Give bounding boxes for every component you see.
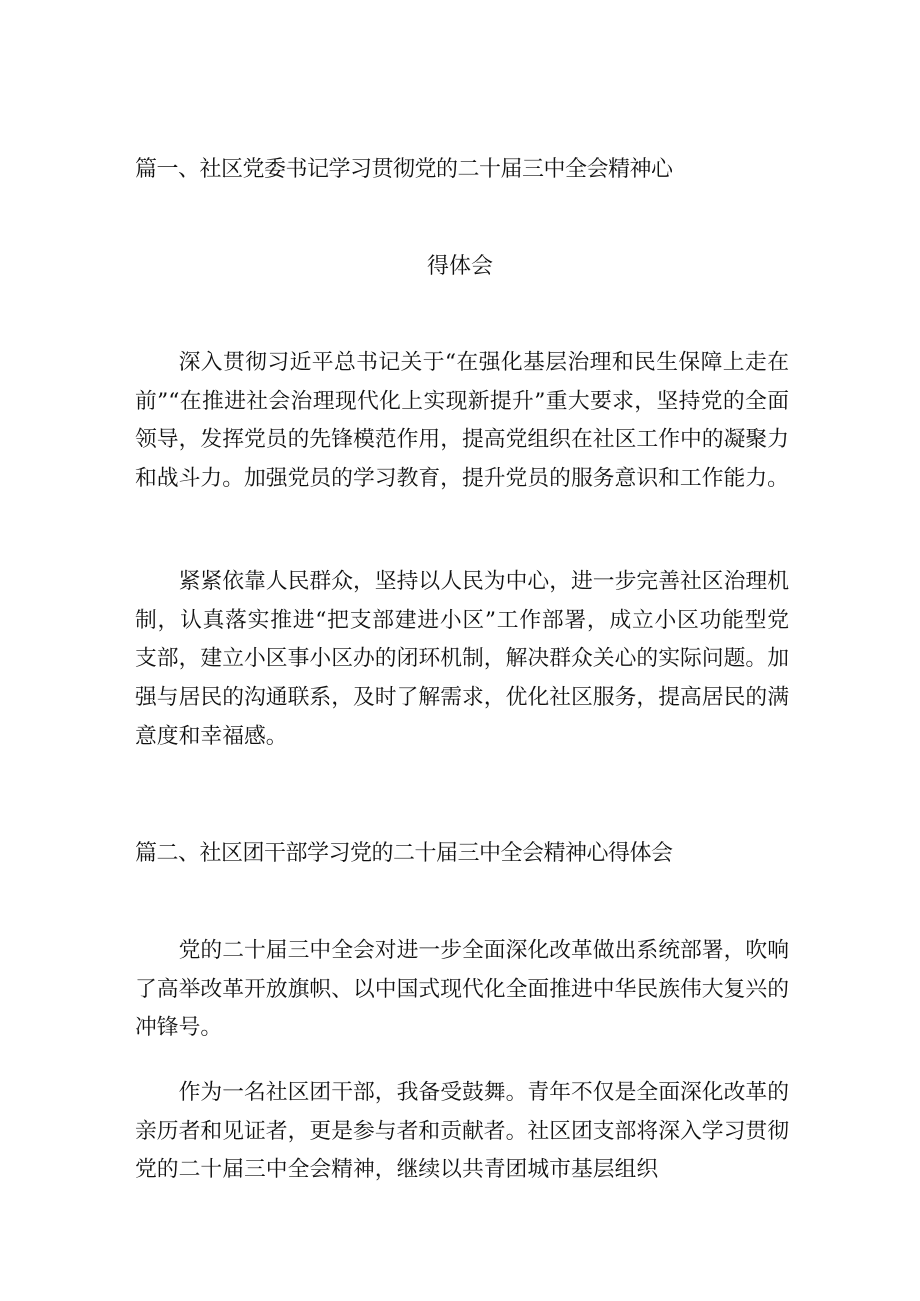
section1-title-line1: 篇一、社区党委书记学习贯彻党的二十届三中全会精神心	[135, 157, 673, 182]
section1-paragraph-2: 紧紧依靠人民群众，坚持以人民为中心，进一步完善社区治理机制，认真落实推进“把支部建进小区”工作部署，成立小区功能型党支部，建立小区事小区办的闭环机制，解决群众关心的实际问题。加强与居民的沟通联系，及时了解需求，优化社区服务，提高居民的满意度和幸福感。	[135, 569, 789, 749]
section1-paragraph-1: 深入贯彻习近平总书记关于“在强化基层治理和民生保障上走在前”“在推进社会治理现代化上实现新提升”重大要求，坚持党的全面领导，发挥党员的先锋模范作用，提高党组织在社区工作中的凝聚力和战斗力。加强党员的学习教育，提升党员的服务意识和工作能力。	[135, 350, 789, 492]
section1-title-line2: 得体会	[426, 254, 493, 279]
section2-paragraph-2: 作为一名社区团干部，我备受鼓舞。青年不仅是全面深化改革的亲历者和见证者，更是参与者和贡献者。社区团支部将深入学习贯彻党的二十届三中全会精神，继续以共青团城市基层组织	[135, 1080, 789, 1183]
section2-title: 篇二、社区团干部学习党的二十届三中全会精神心得体会	[135, 841, 673, 866]
section2-paragraph-1: 党的二十届三中全会对进一步全面深化改革做出系统部署，吹响了高举改革开放旗帜、以中国式现代化全面推进中华民族伟大复兴的冲锋号。	[135, 938, 789, 1041]
